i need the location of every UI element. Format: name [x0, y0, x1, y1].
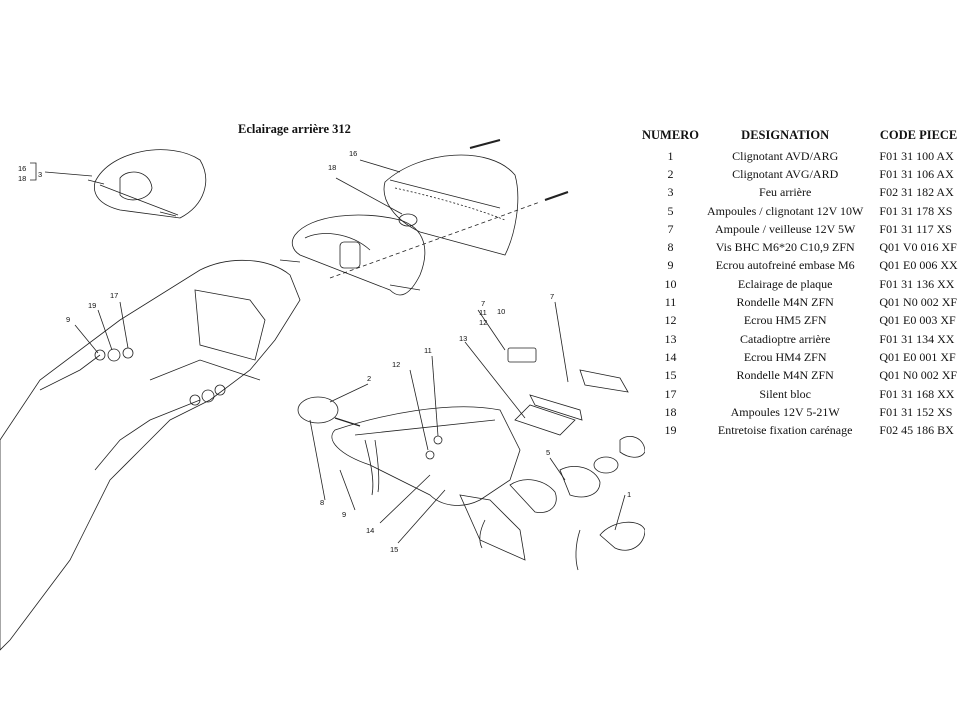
rear-fender — [0, 260, 300, 650]
cell-code: Q01 V0 016 XF — [879, 240, 957, 255]
callout-7-group: 7 — [481, 299, 486, 308]
cell-designation: Ampoules / clignotant 12V 10W — [706, 203, 864, 218]
cell-num: 18 — [664, 404, 677, 419]
callout-12-group: 12 — [479, 318, 488, 327]
cell-num: 5 — [667, 203, 674, 218]
cell-num: 10 — [664, 276, 677, 291]
cell-code: F02 31 182 AX — [879, 185, 954, 200]
table-row — [638, 202, 962, 220]
table-row — [638, 403, 962, 421]
callout-18-bulb: 18 — [328, 163, 337, 172]
cell-code: Q01 E0 001 XF — [879, 349, 956, 364]
cell-designation: Ecrou HM4 ZFN — [743, 349, 827, 364]
table-row — [638, 330, 962, 348]
table-row — [638, 147, 962, 165]
table-row — [638, 257, 962, 275]
callout-13: 13 — [459, 334, 468, 343]
callout-17: 17 — [110, 291, 119, 300]
callout-5: 5 — [546, 448, 551, 457]
callout-1: 1 — [627, 490, 632, 499]
callout-11: 11 — [424, 346, 432, 355]
cell-num: 9 — [667, 258, 674, 273]
header-code-piece: CODE PIECE — [879, 128, 958, 142]
cell-num: 15 — [664, 368, 677, 383]
callout-12: 12 — [392, 360, 401, 369]
cell-designation: Clignotant AVG/ARD — [732, 166, 839, 181]
table-row — [638, 165, 962, 183]
cell-num: 1 — [667, 148, 674, 163]
cell-num: 2 — [667, 166, 674, 181]
callout-9-lower: 9 — [342, 510, 347, 519]
cell-designation: Ecrou HM5 ZFN — [743, 313, 827, 328]
cell-code: F01 31 152 XS — [879, 404, 953, 419]
cell-num: 8 — [667, 240, 674, 255]
callout-8: 8 — [320, 498, 325, 507]
rear-lamp-small — [94, 150, 205, 218]
cell-designation: Ampoules 12V 5-21W — [730, 404, 840, 419]
cell-designation: Rondelle M4N ZFN — [736, 368, 834, 383]
callout-16: 16 — [18, 164, 27, 173]
callout-3: 3 — [38, 170, 43, 179]
cell-num: 12 — [664, 313, 677, 328]
table-row — [638, 421, 962, 439]
callout-16-lamp: 16 — [349, 149, 358, 158]
rear-lamp-large — [384, 155, 518, 255]
callout-14: 14 — [366, 526, 375, 535]
cell-code: F01 31 117 XS — [879, 221, 952, 236]
callout-7: 7 — [550, 292, 555, 301]
cell-designation: Clignotant AVD/ARG — [732, 148, 839, 163]
table-row — [638, 367, 962, 385]
cell-code: Q01 N0 002 XF — [879, 368, 958, 383]
cell-code: F02 45 186 BX — [879, 423, 954, 438]
cell-code: F01 31 106 AX — [879, 166, 954, 181]
cell-num: 17 — [664, 386, 677, 401]
cell-code: F01 31 136 XX — [879, 276, 955, 291]
callout-10: 10 — [497, 307, 506, 316]
cell-num: 3 — [667, 185, 674, 200]
cell-num: 13 — [664, 331, 677, 346]
cell-code: Q01 E0 006 XX — [879, 258, 958, 273]
callout-15: 15 — [390, 545, 399, 554]
callout-18: 18 — [18, 174, 27, 183]
rear-signal — [510, 480, 556, 513]
callout-11-group: 11 — [479, 308, 487, 317]
table-row — [638, 348, 962, 366]
cell-num: 19 — [664, 423, 677, 438]
table-row — [638, 385, 962, 403]
cell-num: 14 — [664, 349, 677, 364]
table-row — [638, 238, 962, 256]
cell-designation: Ecrou autofreiné embase M6 — [715, 258, 855, 273]
cell-designation: Rondelle M4N ZFN — [736, 295, 834, 310]
cell-code: Q01 N0 002 XF — [879, 295, 958, 310]
cell-designation: Ampoule / veilleuse 12V 5W — [714, 221, 856, 236]
cell-code: F01 31 168 XX — [879, 386, 955, 401]
lamp-base — [292, 215, 425, 295]
cell-designation: Feu arrière — [759, 185, 812, 200]
table-row — [638, 184, 962, 202]
table-row — [638, 293, 962, 311]
cell-num: 7 — [667, 221, 674, 236]
cell-designation: Silent bloc — [759, 386, 811, 401]
header-numero: NUMERO — [642, 128, 699, 142]
table-row — [638, 275, 962, 293]
table-header-row — [638, 126, 962, 147]
cell-code: F01 31 134 XX — [879, 331, 955, 346]
diagram-title: Eclairage arrière 312 — [238, 122, 351, 136]
callout-19: 19 — [88, 301, 97, 310]
cell-designation: Vis BHC M6*20 C10,9 ZFN — [715, 240, 855, 255]
header-designation: DESIGNATION — [741, 128, 830, 142]
cell-designation: Catadioptre arrière — [740, 331, 831, 346]
cell-code: F01 31 178 XS — [879, 203, 953, 218]
cell-code: Q01 E0 003 XF — [879, 313, 956, 328]
table-row — [638, 220, 962, 238]
parts-table — [638, 126, 962, 440]
cell-designation: Eclairage de plaque — [737, 276, 833, 291]
cell-num: 11 — [664, 295, 677, 310]
cell-designation: Entretoise fixation carénage — [717, 423, 853, 438]
callout-9: 9 — [66, 315, 71, 324]
callout-2: 2 — [367, 374, 372, 383]
cell-code: F01 31 100 AX — [879, 148, 954, 163]
table-row — [638, 312, 962, 330]
